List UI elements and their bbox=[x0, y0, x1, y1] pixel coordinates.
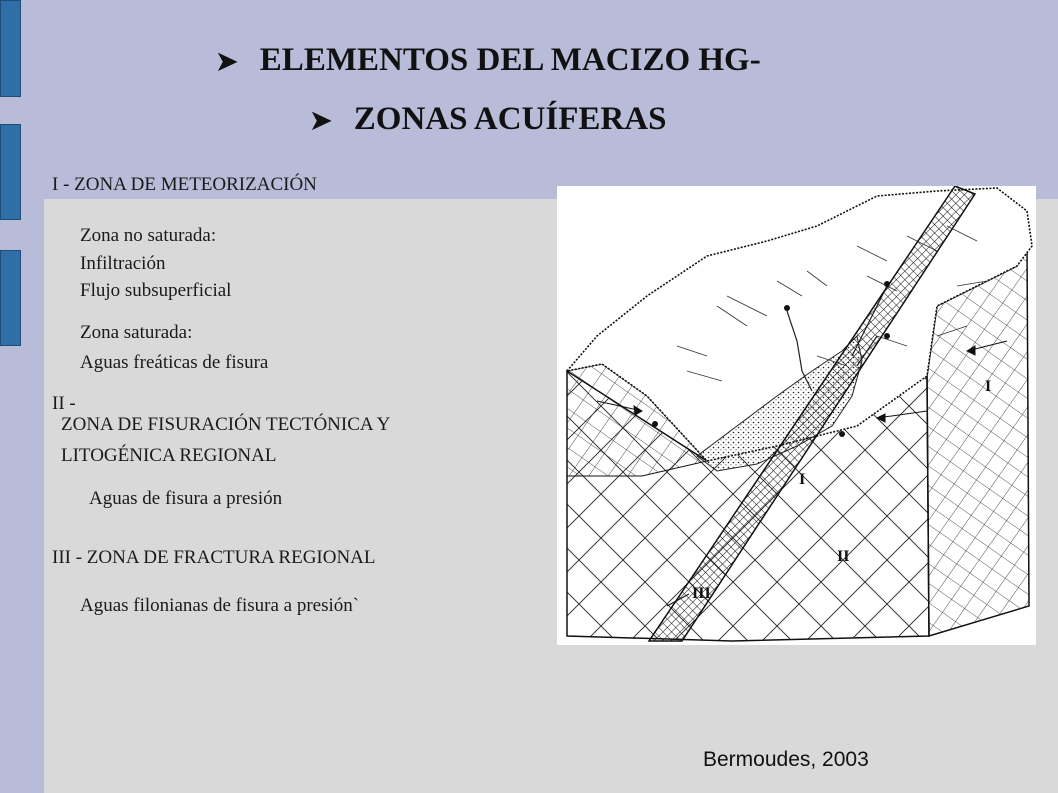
credit-citation: Bermoudes, 2003 bbox=[703, 748, 869, 771]
left-strip bbox=[0, 0, 44, 793]
arrowhead-bullet-icon: ➤ bbox=[216, 47, 238, 76]
title-text-1: ELEMENTOS DEL MACIZO HG- bbox=[259, 42, 761, 78]
label-I-center: I bbox=[799, 471, 806, 488]
zone2-item1: Aguas de fisura a presión bbox=[89, 488, 283, 509]
title-line-1 bbox=[216, 42, 761, 79]
arrowhead-bullet-icon: ➤ bbox=[310, 106, 332, 135]
accent-bar-2 bbox=[0, 124, 21, 220]
zone3-heading: III - ZONA DE FRACTURA REGIONAL bbox=[52, 547, 376, 568]
label-I-right: I bbox=[985, 378, 992, 395]
label-II: II bbox=[837, 548, 850, 565]
spring-point-4 bbox=[652, 421, 658, 427]
zone3-item1: Aguas filonianas de fisura a presión` bbox=[80, 595, 360, 616]
zone2-heading-line2: LITOGÉNICA REGIONAL bbox=[61, 445, 277, 466]
spring-point-1 bbox=[784, 305, 790, 311]
zone1-unsat-item2: Flujo subsuperficial bbox=[80, 280, 232, 301]
title-line-2 bbox=[310, 101, 666, 138]
zone2-prefix: II - bbox=[52, 393, 76, 414]
spring-point-5 bbox=[839, 431, 845, 437]
zone1-sat-label: Zona saturada: bbox=[80, 322, 193, 343]
massif-diagram-svg bbox=[557, 186, 1036, 645]
zone1-heading: I - ZONA DE METEORIZACIÓN bbox=[52, 174, 317, 195]
zone1-sat-item1: Aguas freáticas de fisura bbox=[80, 352, 269, 373]
label-III: III bbox=[692, 585, 711, 602]
zone1-unsat-item1: Infiltración bbox=[80, 253, 166, 274]
title-text-2: ZONAS ACUÍFERAS bbox=[353, 101, 667, 137]
zone1-unsat-label: Zona no saturada: bbox=[80, 225, 217, 246]
massif-block-diagram bbox=[557, 186, 1036, 645]
accent-bar-3 bbox=[0, 250, 21, 346]
accent-bar-1 bbox=[0, 0, 21, 97]
zone2-heading-line1: ZONA DE FISURACIÓN TECTÓNICA Y bbox=[61, 414, 391, 435]
spring-point-3 bbox=[884, 333, 890, 339]
right-face bbox=[927, 246, 1029, 636]
